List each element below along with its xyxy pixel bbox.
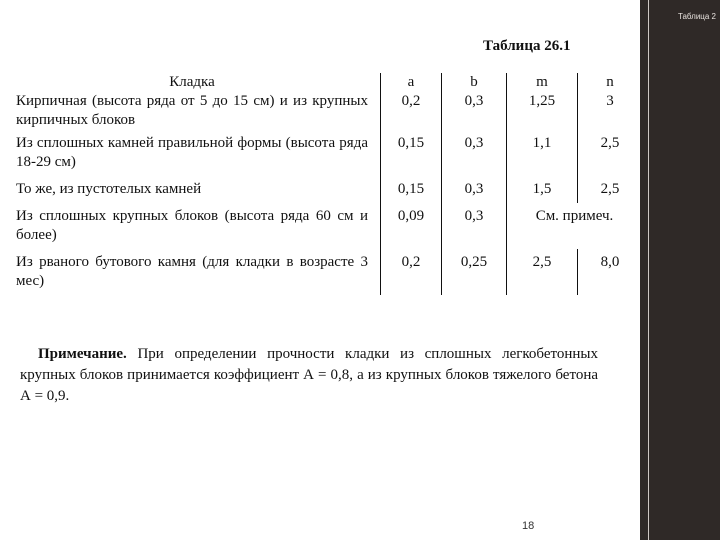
table-note bbox=[20, 344, 598, 407]
table-header-row bbox=[16, 73, 642, 92]
cell-b: 0,25 bbox=[442, 249, 507, 295]
header-a: a bbox=[381, 73, 442, 92]
note-label: Примечание. bbox=[38, 346, 127, 362]
header-m: m bbox=[507, 73, 578, 92]
row-label: То же, из пустотелых камней bbox=[16, 176, 381, 203]
cell-b: 0,3 bbox=[442, 176, 507, 203]
cell-n: 8,0 bbox=[600, 254, 620, 270]
cell-m: 1,1 bbox=[507, 130, 578, 176]
cell-n: 2,5 bbox=[600, 135, 620, 151]
note-text: При определении прочности кладки из сплошных легкобетонных крупных блоков принимается коэффициент А = 0,8, а из крупных блоков тяжелого бетона А = 0,9. bbox=[20, 346, 599, 404]
table-title: Таблица 26.1 bbox=[483, 38, 571, 54]
cell-n: 2,5 bbox=[600, 181, 620, 197]
slide-side-bar bbox=[640, 0, 720, 540]
cell-b: 0,3 bbox=[442, 203, 507, 249]
cell-n: 3 bbox=[606, 93, 614, 109]
cell-b: 0,3 bbox=[442, 130, 507, 176]
header-b: b bbox=[442, 73, 507, 92]
cell-m: 2,5 bbox=[507, 249, 578, 295]
cell-mn-note: См. примеч. bbox=[535, 208, 614, 224]
cell-a: 0,15 bbox=[381, 176, 442, 203]
row-label: Из сплошных камней правильной формы (высота ряда 18-29 см) bbox=[16, 130, 381, 176]
page-number: 18 bbox=[522, 520, 535, 532]
row-label: Кирпичная (высота ряда от 5 до 15 см) и из крупных кирпичных блоков bbox=[16, 92, 381, 130]
side-bar-divider bbox=[648, 0, 649, 540]
row-label: Из рваного бутового камня (для кладки в возрасте 3 мес) bbox=[16, 249, 381, 295]
cell-a: 0,09 bbox=[381, 203, 442, 249]
table-row bbox=[16, 176, 642, 203]
cell-b: 0,3 bbox=[442, 92, 507, 130]
coefficients-table bbox=[16, 73, 642, 295]
cell-m: 1,25 bbox=[507, 92, 578, 130]
table-row bbox=[16, 92, 642, 130]
header-n: n bbox=[606, 74, 614, 90]
header-masonry: Кладка bbox=[16, 73, 381, 92]
corner-label: Таблица 2 bbox=[677, 12, 716, 21]
row-label: Из сплошных крупных блоков (высота ряда 60 см и более) bbox=[16, 203, 381, 249]
table-row bbox=[16, 203, 642, 249]
cell-a: 0,2 bbox=[381, 92, 442, 130]
table-row bbox=[16, 130, 642, 176]
cell-a: 0,15 bbox=[381, 130, 442, 176]
cell-a: 0,2 bbox=[381, 249, 442, 295]
cell-m: 1,5 bbox=[507, 176, 578, 203]
table-row bbox=[16, 249, 642, 295]
